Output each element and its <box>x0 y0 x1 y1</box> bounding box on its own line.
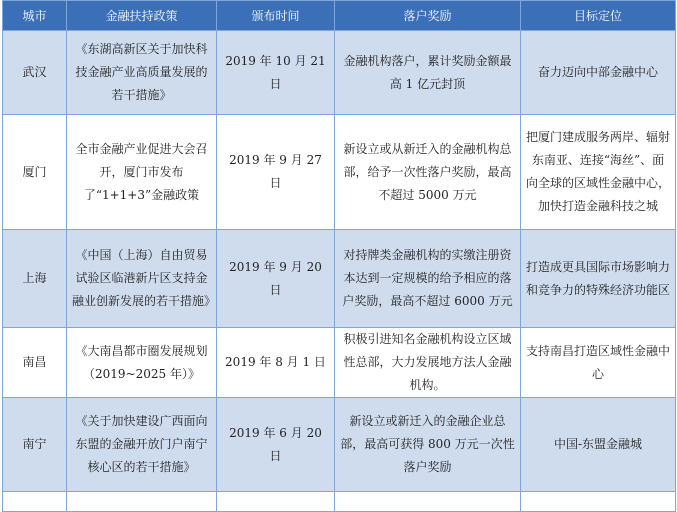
date-cell: 2019 年 9 月 27 日 <box>217 115 335 230</box>
goal-cell: 中国-东盟金融城 <box>521 398 676 492</box>
reward-cell: 新设立或新迁入的金融企业总部，最高可获得 800 万元一次性落户奖励 <box>335 398 521 492</box>
policy-table <box>2 0 676 512</box>
header-reward: 落户奖励 <box>335 1 521 31</box>
date-cell: 2019 年 10 月 21 日 <box>217 31 335 115</box>
header-policy: 金融扶持政策 <box>67 1 217 31</box>
policy-cell: 《东湖高新区关于加快科技金融产业高质量发展的若干措施》 <box>67 31 217 115</box>
goal-cell: 奋力迈向中部金融中心 <box>521 31 676 115</box>
goal-cell: 把厦门建成服务两岸、辐射东南亚、连接“海丝”、面向全球的区域性金融中心，加快打造金融科技之城 <box>521 115 676 230</box>
city-cell: 上海 <box>3 230 67 328</box>
reward-cell: 新设立或从新迁入的金融机构总部，给予一次性落户奖励，最高不超过 5000 万元 <box>335 115 521 230</box>
policy-cell: 全市金融产业促进大会召开，厦门市发布了“1+1+3”金融政策 <box>67 115 217 230</box>
header-row <box>3 1 676 31</box>
date-cell: 2019 年 8 月 1 日 <box>217 328 335 398</box>
table-row <box>3 230 676 328</box>
table-row <box>3 328 676 398</box>
reward-cell: 对持牌类金融机构的实缴注册资本达到一定规模的给予相应的落户奖励，最高不超过 6000 万元 <box>335 230 521 328</box>
header-date: 颁布时间 <box>217 1 335 31</box>
date-cell: 2019 年 6 月 20 日 <box>217 398 335 492</box>
header-goal: 目标定位 <box>521 1 676 31</box>
reward-cell: 积极引进知名金融机构设立区域性总部，大力发展地方法人金融机构。 <box>335 328 521 398</box>
date-cell: 2019 年 9 月 20 日 <box>217 230 335 328</box>
table-row <box>3 398 676 492</box>
reward-cell: 金融机构落户，累计奖励金额最高 1 亿元封顶 <box>335 31 521 115</box>
policy-cell: 《关于加快建设广西面向东盟的金融开放门户南宁核心区的若干措施》 <box>67 398 217 492</box>
city-cell: 厦门 <box>3 115 67 230</box>
policy-cell: 《中国（上海）自由贸易试验区临港新片区支持金融业创新发展的若干措施》 <box>67 230 217 328</box>
table-row <box>3 115 676 230</box>
city-cell: 南宁 <box>3 398 67 492</box>
goal-cell: 支持南昌打造区域性金融中心 <box>521 328 676 398</box>
policy-cell: 《大南昌都市圈发展规划（2019~2025 年）》 <box>67 328 217 398</box>
goal-cell: 打造成更具国际市场影响力和竞争力的特殊经济功能区 <box>521 230 676 328</box>
city-cell: 武汉 <box>3 31 67 115</box>
city-cell: 南昌 <box>3 328 67 398</box>
table-row <box>3 31 676 115</box>
header-city: 城市 <box>3 1 67 31</box>
